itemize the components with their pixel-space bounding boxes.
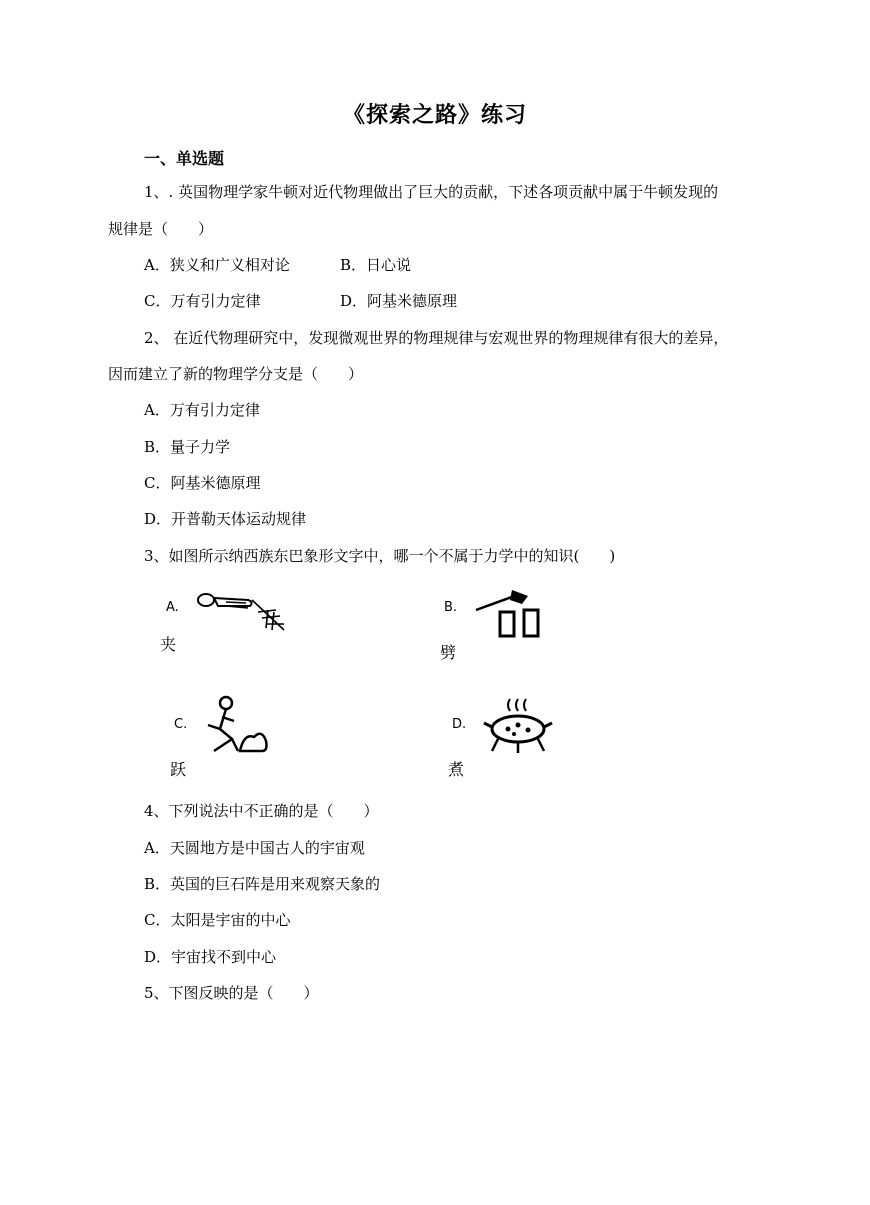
question-2-option-d: D．开普勒天体运动规律 — [144, 510, 307, 528]
person-jump-pictograph-icon — [204, 695, 274, 760]
figure-a — [160, 590, 300, 660]
figure-b — [440, 590, 580, 665]
question-4-option-b: B．英国的巨石阵是用来观察天象的 — [144, 875, 381, 893]
question-1-option-a: A．狭义和广义相对论 — [144, 256, 290, 274]
question-2-text-line-2: 因而建立了新的物理学分支是（ ） — [108, 365, 364, 383]
question-2-text-line-1: 2、 在近代物理研究中，发现微观世界的物理规律与宏观世界的物理规律有很大的差异， — [144, 329, 729, 347]
question-4-option-d: D．宇宙找不到中心 — [144, 948, 277, 966]
figure-c-letter: C. — [174, 717, 188, 732]
question-1-option-b: B．日心说 — [340, 256, 412, 274]
page-title: 《探索之路》练习 — [342, 102, 527, 128]
figure-a-char: 夹 — [160, 635, 177, 654]
question-1-option-d: D．阿基米德原理 — [340, 292, 458, 310]
question-4-text-line-1: 4、下列说法中不正确的是（ ） — [144, 802, 379, 820]
hand-pinch-pictograph-icon — [196, 590, 296, 640]
question-4-option-c: C．太阳是宇宙的中心 — [144, 911, 291, 929]
question-2-option-a: A．万有引力定律 — [144, 401, 260, 419]
figure-c-char: 跃 — [170, 760, 187, 779]
section-heading: 一、单选题 — [144, 149, 225, 168]
figure-d-letter: D. — [452, 717, 467, 732]
question-1-option-c: C．万有引力定律 — [144, 292, 261, 310]
question-2-option-c: C．阿基米德原理 — [144, 474, 261, 492]
question-4-option-a: A．天圆地方是中国古人的宇宙观 — [144, 839, 365, 857]
figure-d-char: 煮 — [448, 760, 465, 779]
figure-a-letter: A. — [166, 600, 179, 615]
figure-d — [448, 695, 588, 780]
figure-c — [170, 695, 310, 780]
figure-b-char: 劈 — [440, 643, 457, 662]
question-3-text-line-1: 3、如图所示纳西族东巴象形文字中，哪一个不属于力学中的知识( ) — [144, 547, 616, 565]
question-2-option-b: B．量子力学 — [144, 438, 231, 456]
question-5-text-line-1: 5、下图反映的是（ ） — [144, 984, 319, 1002]
figure-b-letter: B. — [444, 600, 458, 615]
question-1-text-line-2: 规律是（ ） — [108, 220, 214, 238]
axe-split-pictograph-icon — [476, 590, 556, 650]
pot-boil-pictograph-icon — [484, 697, 554, 757]
question-1-text-line-1: 1、. 英国物理学家牛顿对近代物理做出了巨大的贡献，下述各项贡献中属于牛顿发现的 — [144, 183, 719, 201]
